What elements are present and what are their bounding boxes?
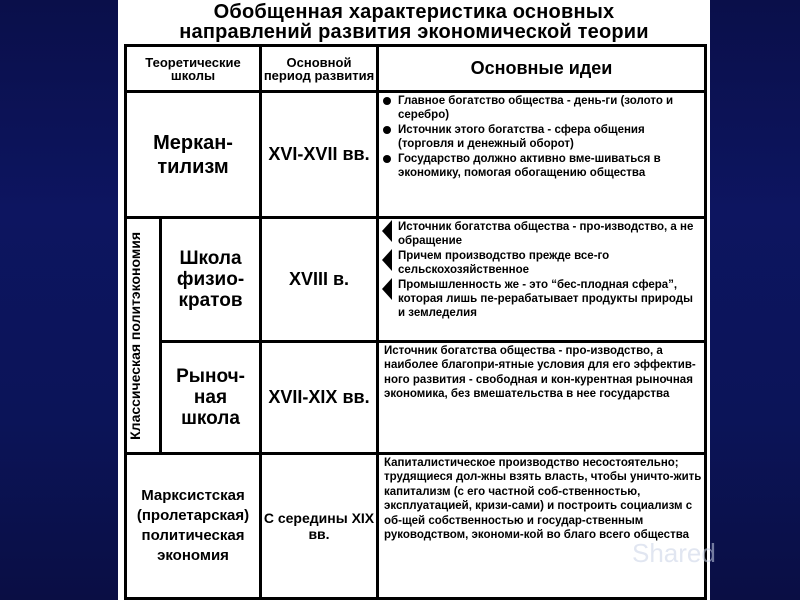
- period-market: XVII-XIX вв.: [261, 342, 378, 454]
- group-label-cell: [126, 218, 161, 454]
- arrow-left-icon: [382, 220, 392, 242]
- row-mercantilism: [126, 92, 706, 218]
- ideas-market: Источник богатства общества - про-изводство, а наиболее благопри-ятные условия для его эффектив-ного развития - свободная и кон-курентная рыночная экономика, без вмешательства в нее государства: [378, 342, 706, 454]
- header-row: [126, 46, 706, 92]
- slide-title: [118, 2, 710, 42]
- period-physiocrats: XVIII в.: [261, 218, 378, 342]
- school-marxist: Марксистская (пролетарская) политическая экономия: [126, 454, 261, 599]
- group-label: Классическая политэкономия: [127, 231, 143, 440]
- row-market: [126, 342, 706, 454]
- row-physiocrats: [126, 218, 706, 342]
- watermark: Shared: [632, 538, 716, 568]
- ideas-mercantilism: [378, 92, 706, 218]
- list-item: Причем производство прежде все-го сельскохозяйственное: [382, 249, 702, 278]
- period-marxist: С середины XIX вв.: [261, 454, 378, 599]
- ideas-marxist: Капиталистическое производство несостоятельно; трудящиеся дол-жны взять власть, чтобы уничто-жить капитализм (с его частной соб-ственностью, эксплуатацией, кризи-сами) и построить социализм с об-щей собственностью и государ-ственным руководством, экономи-кой во благо всего общества: [378, 454, 706, 599]
- list-item: Источник богатства общества - про-изводство, а не обращение: [382, 220, 702, 249]
- header-period: Основной период развития: [261, 46, 378, 92]
- list-item: Государство должно активно вме-шиваться в экономику, помогая обогащению общества: [382, 152, 702, 181]
- list-item: Главное богатство общества - день-ги (золото и серебро): [382, 94, 702, 123]
- title-line-2: направлений развития экономической теории: [179, 21, 649, 43]
- header-schools: Теоретические школы: [126, 46, 261, 92]
- slide: [118, 0, 710, 600]
- schools-table: [124, 44, 707, 600]
- list-item: Промышленность же - это “бес-плодная сфера”, которая лишь пе-рерабатывает продукты природы и земледелия: [382, 278, 702, 321]
- period-mercantilism: XVI-XVII вв.: [261, 92, 378, 218]
- title-line-1: Обобщенная характеристика основных: [213, 1, 615, 23]
- school-mercantilism: Меркан-тилизм: [126, 92, 261, 218]
- bullet-icon: [383, 126, 391, 134]
- arrow-left-icon: [382, 249, 392, 271]
- arrow-left-icon: [382, 278, 392, 300]
- header-ideas: Основные идеи: [378, 46, 706, 92]
- ideas-physiocrats: [378, 218, 706, 342]
- school-physiocrats: Школа физио-кратов: [161, 218, 261, 342]
- bullet-icon: [383, 155, 391, 163]
- school-market: Рыноч-ная школа: [161, 342, 261, 454]
- row-marxist: [126, 454, 706, 599]
- bullet-icon: [383, 97, 391, 105]
- list-item: Источник этого богатства - сфера общения (торговля и денежный оборот): [382, 123, 702, 152]
